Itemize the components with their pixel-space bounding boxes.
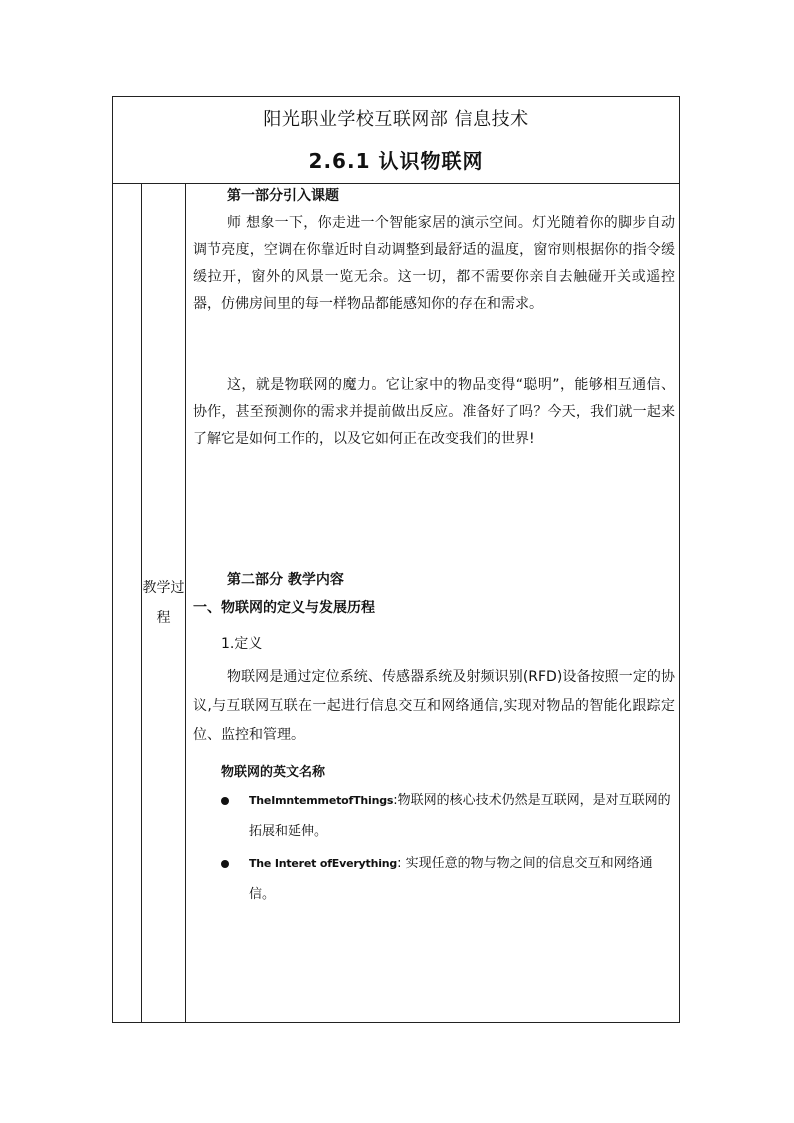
bullet-dot (221, 797, 229, 805)
section-2-heading: 第二部分 教学内容 (227, 572, 344, 588)
intro-paragraph-2: 这，就是物联网的魔力。它让家中的物品变得“聪明”，能够相互通信、协作，甚至预测你的需求并提前做出反应。准备好了吗？今天，我们就一起来了解它是如何工作的，以及它如何正在改变我们的世界! (193, 377, 675, 447)
intro-paragraph-1: 师 想象一下，你走进一个智能家居的演示空间。灯光随着你的脚步自动调节亮度，空调在你靠近时自动调整到最舒适的温度，窗帘则根据你的指令缓缓拉开，窗外的风景一览无余。这一切，都不需要你亲自去触碰开关或遥控器，仿佛房间里的每一样物品都能感知你的存在和需求。 (193, 215, 675, 312)
school-subject-line: 阳光职业学校互联网部 信息技术 (263, 109, 529, 130)
lesson-plan-table (112, 96, 680, 1023)
bullet-dot (221, 860, 229, 868)
list-item (221, 785, 673, 847)
term-name: TheImntemmetofThings (249, 794, 394, 807)
term-description: :物联网的核心技术仍然是互联网，是对互联网的拓展和延伸。 (249, 793, 671, 839)
list-item (221, 848, 673, 910)
lesson-title: 2.6.1 认识物联网 (308, 149, 484, 173)
teaching-process-label: 教学过程 (142, 580, 185, 626)
term-description: : 实现任意的物与物之间的信息交互和网络通信。 (249, 856, 653, 902)
definition-label: 1.定义 (221, 636, 263, 652)
definition-paragraph: 物联网是通过定位系统、传感器系统及射频识别(RFD)设备按照一定的协议,与互联网互联在一起进行信息交互和网络通信,实现对物品的智能化跟踪定位、监控和管理。 (193, 669, 675, 743)
english-names-heading: 物联网的英文名称 (221, 765, 326, 780)
definition-history-heading: 一、物联网的定义与发展历程 (193, 600, 375, 616)
table-header (113, 97, 679, 184)
section-1-heading: 第一部分引入课题 (227, 188, 339, 204)
term-name: The Interet ofEverything (249, 857, 398, 870)
column-divider-right (185, 183, 186, 1022)
